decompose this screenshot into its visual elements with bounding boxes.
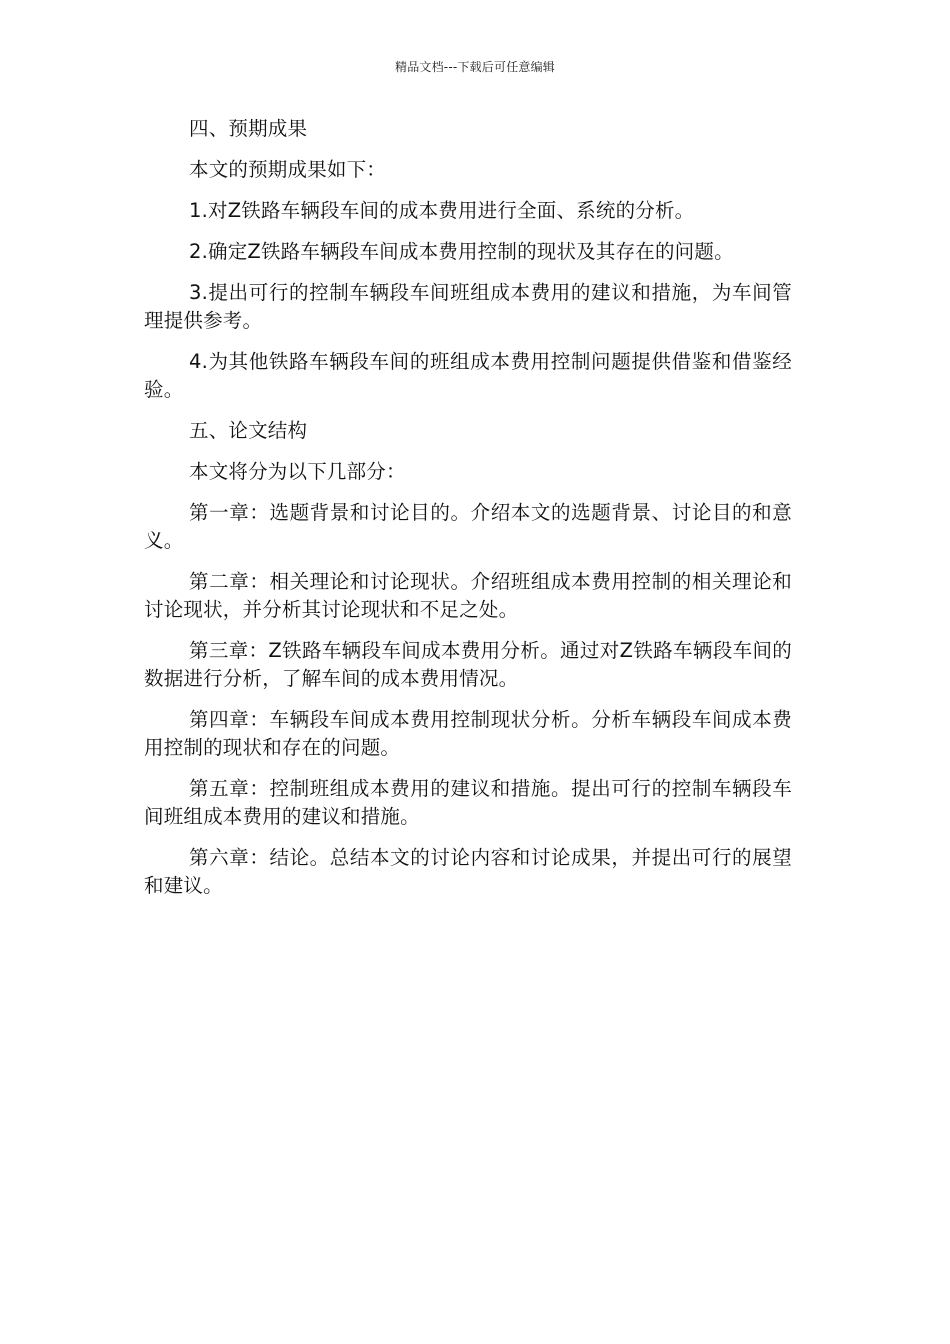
list-item-result-4: 4.为其他铁路车辆段车间的班组成本费用控制问题提供借鉴和借鉴经验。 bbox=[144, 350, 792, 401]
chapter-item-1: 第一章：选题背景和讨论目的。介绍本文的选题背景、讨论目的和意义。 bbox=[144, 501, 792, 552]
paragraph-expected-results-intro: 本文的预期成果如下： bbox=[189, 158, 387, 181]
chapter-item-5: 第五章：控制班组成本费用的建议和措施。提出可行的控制车辆段车间班组成本费用的建议和措施。 bbox=[144, 777, 792, 828]
list-item-result-1: 1.对Z铁路车辆段车间的成本费用进行全面、系统的分析。 bbox=[189, 199, 695, 222]
page-header: 精品文档---下载后可任意编辑 bbox=[395, 60, 555, 74]
document-body bbox=[144, 115, 792, 913]
list-item-result-2: 2.确定Z铁路车辆段车间成本费用控制的现状及其存在的问题。 bbox=[189, 240, 734, 263]
section-heading-thesis-structure: 五、论文结构 bbox=[189, 419, 308, 442]
chapter-item-3: 第三章：Z铁路车辆段车间成本费用分析。通过对Z铁路车辆段车间的数据进行分析，了解车间的成本费用情况。 bbox=[144, 639, 792, 690]
paragraph-structure-intro: 本文将分为以下几部分： bbox=[189, 460, 406, 483]
chapter-item-6: 第六章：结论。总结本文的讨论内容和讨论成果，并提出可行的展望和建议。 bbox=[144, 846, 792, 897]
list-item-result-3: 3.提出可行的控制车辆段车间班组成本费用的建议和措施，为车间管理提供参考。 bbox=[144, 281, 792, 332]
chapter-item-4: 第四章：车辆段车间成本费用控制现状分析。分析车辆段车间成本费用控制的现状和存在的问题。 bbox=[144, 708, 792, 759]
section-heading-expected-results: 四、预期成果 bbox=[189, 117, 308, 140]
chapter-item-2: 第二章：相关理论和讨论现状。介绍班组成本费用控制的相关理论和讨论现状，并分析其讨论现状和不足之处。 bbox=[144, 570, 792, 621]
